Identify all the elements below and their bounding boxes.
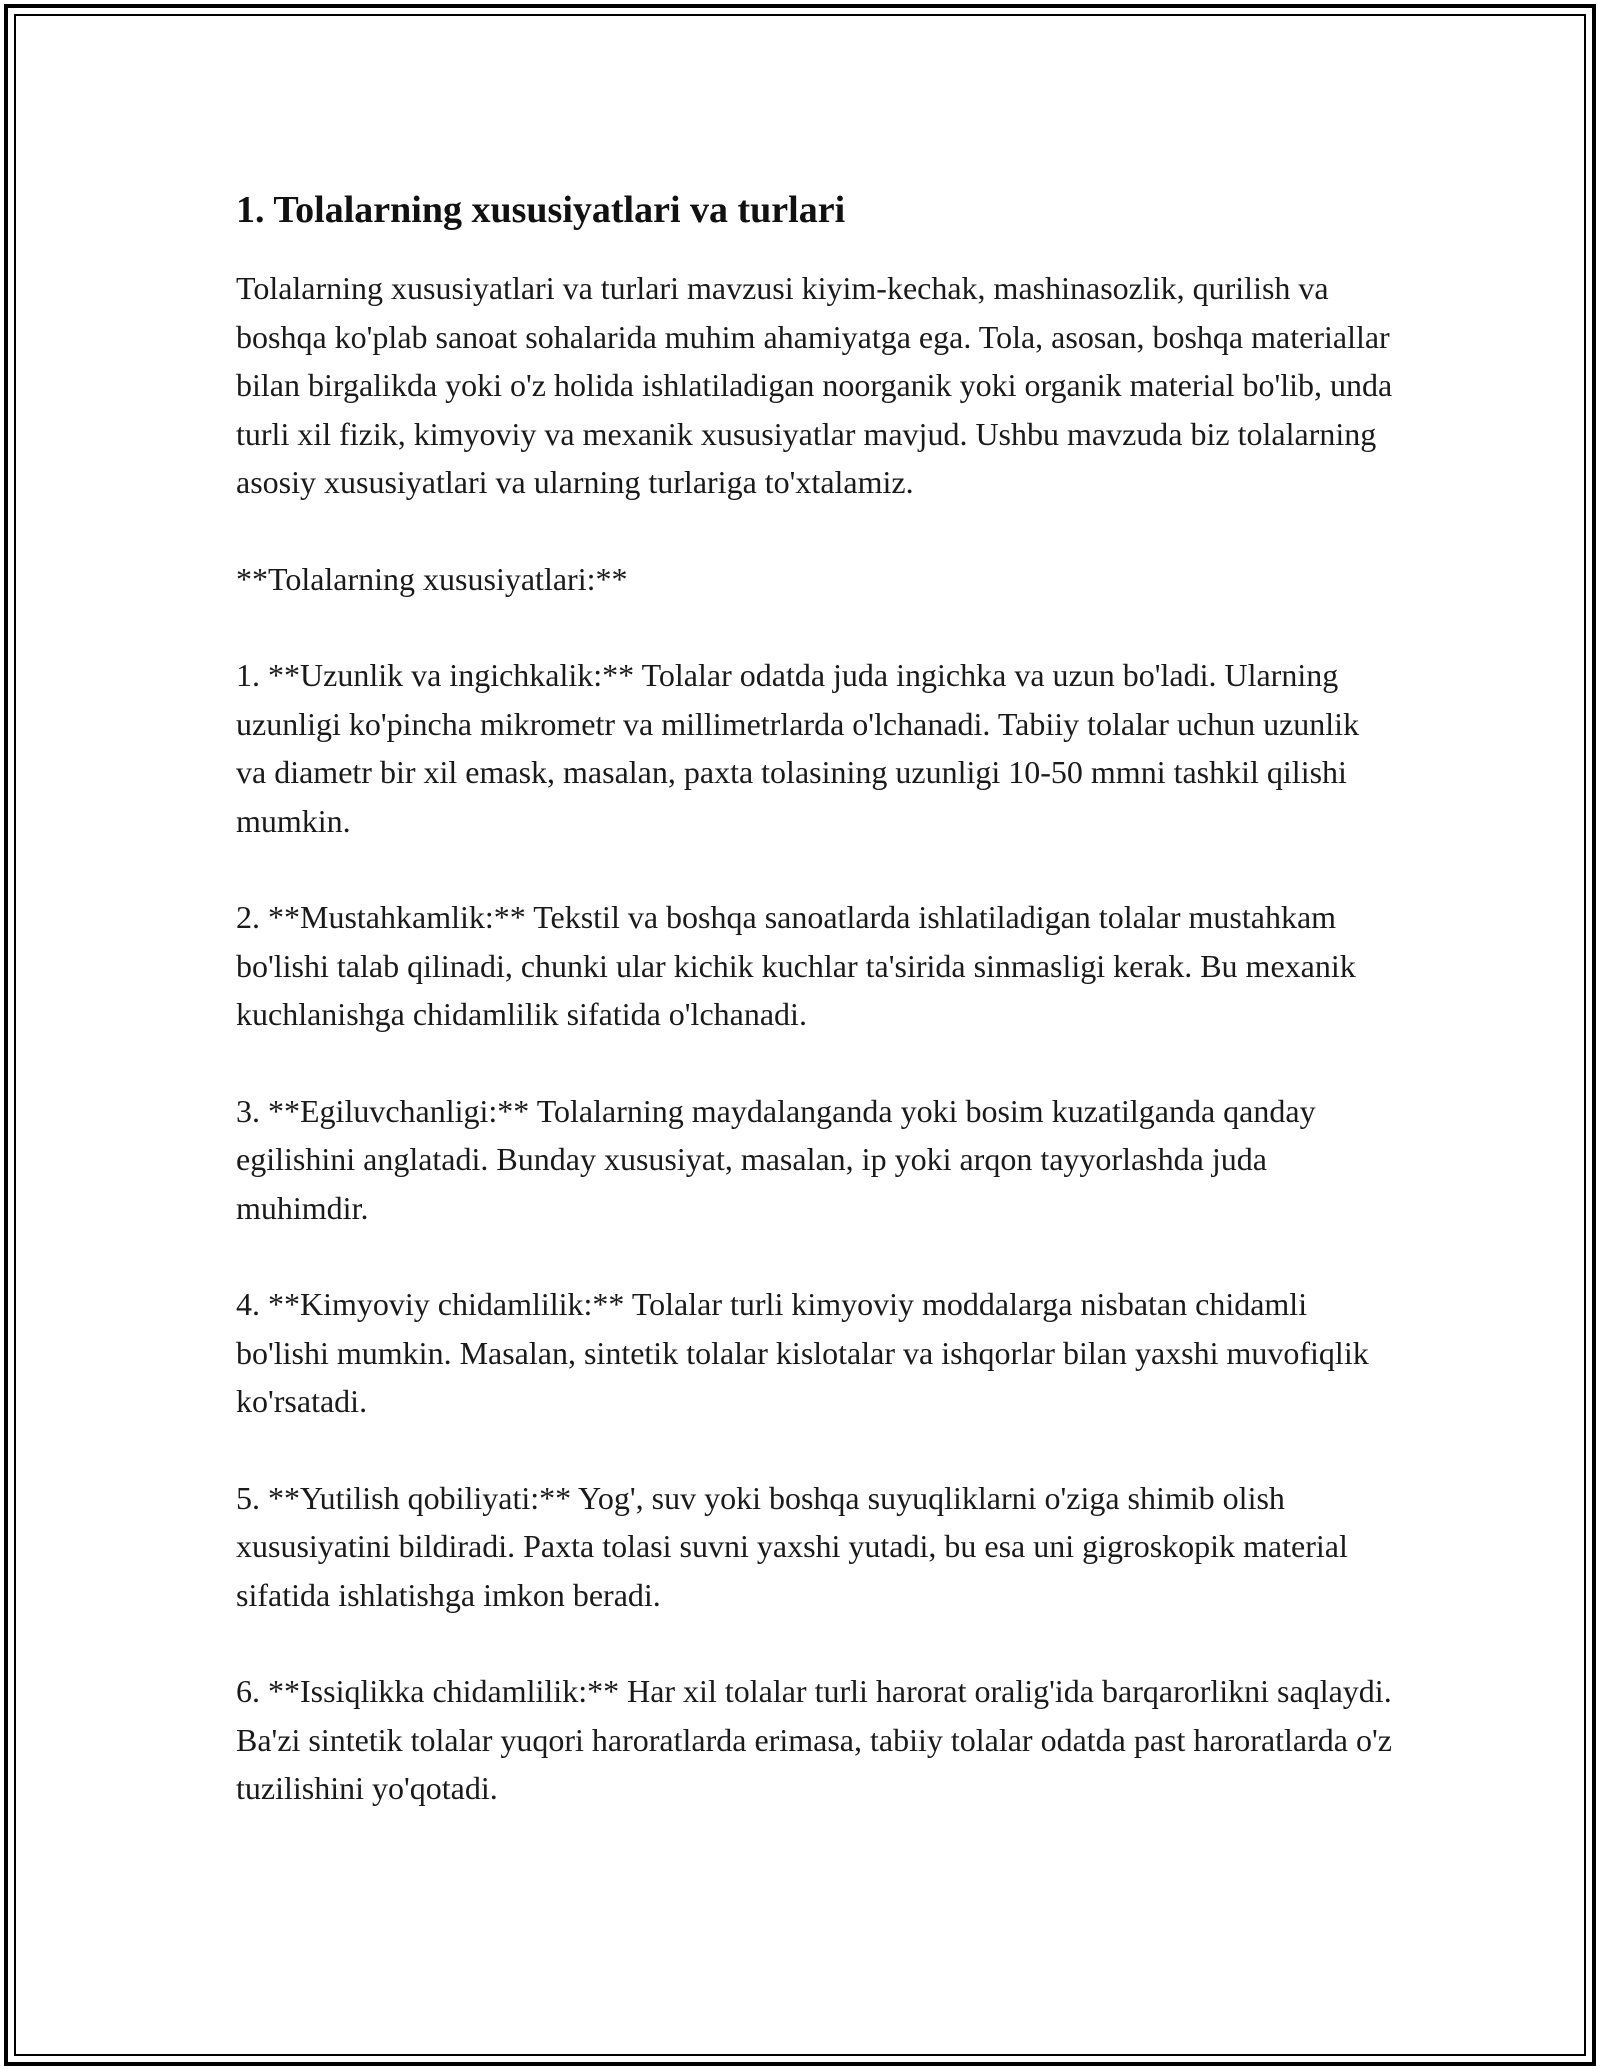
property-item-absorption: 5. **Yutilish qobiliyati:** Yog', suv yoki boshqa suyuqliklarni o'ziga shimib olish xususiyatini bildiradi. Paxta tolasi suvni yaxshi yutadi, bu esa uni gigroskopik material sifatida ishlatishga imkon beradi.	[236, 1479, 1348, 1613]
section-heading: **Tolalarning xususiyatlari:**	[236, 560, 628, 597]
property-item-strength: 2. **Mustahkamlik:** Tekstil va boshqa sanoatlarda ishlatiladigan tolalar mustahkam bo'lishi talab qilinadi, chunki ular kichik kuchlar ta'sirida sinmasligi kerak. Bu mexanik kuchlanishga chidamlilik sifatida o'lchanadi.	[236, 899, 1356, 1032]
document-title: 1. Tolalarning xususiyatlari va turlari	[236, 189, 846, 231]
intro-paragraph: Tolalarning xususiyatlari va turlari mavzusi kiyim-kechak, mashinasozlik, qurilish va boshqa ko'plab sanoat sohalarida muhim ahamiyatga ega. Tola, asosan, boshqa materiallar bilan birgalikda yoki o'z holida ishlatiladigan noorganik yoki organik material bo'lib, unda turli xil fizik, kimyoviy va mexanik xususiyatlar mavjud. Ushbu mavzuda biz tolalarning asosiy xususiyatlari va ularning turlariga to'xtalamiz.	[236, 270, 1393, 500]
property-item-chemical-resistance: 4. **Kimyoviy chidamlilik:** Tolalar turli kimyoviy moddalarga nisbatan chidamli bo'lishi mumkin. Masalan, sintetik tolalar kislotalar va ishqorlar bilan yaxshi muvofiqlik ko'rsatadi.	[236, 1286, 1369, 1419]
document-body	[236, 186, 1396, 1861]
property-item-length: 1. **Uzunlik va ingichkalik:** Tolalar odatda juda ingichka va uzun bo'ladi. Ularning uzunligi ko'pincha mikrometr va millimetrlarda o'lchanadi. Tabiiy tolalar uchun uzunlik va diametr bir xil emask, masalan, paxta tolasining uzunligi 10-50 mmni tashkil qilishi mumkin.	[236, 657, 1360, 839]
property-item-heat-resistance: 6. **Issiqlikka chidamlilik:** Har xil tolalar turli harorat oralig'ida barqarorlikni saqlaydi. Ba'zi sintetik tolalar yuqori haroratlarda erimasa, tabiiy tolalar odatda past haroratlarda o'z tuzilishini yo'qotadi.	[236, 1673, 1392, 1806]
property-item-flexibility: 3. **Egiluvchanligi:** Tolalarning maydalanganda yoki bosim kuzatilganda qanday egilishini anglatadi. Bunday xususiyat, masalan, ip yoki arqon tayyorlashda juda muhimdir.	[236, 1092, 1316, 1226]
